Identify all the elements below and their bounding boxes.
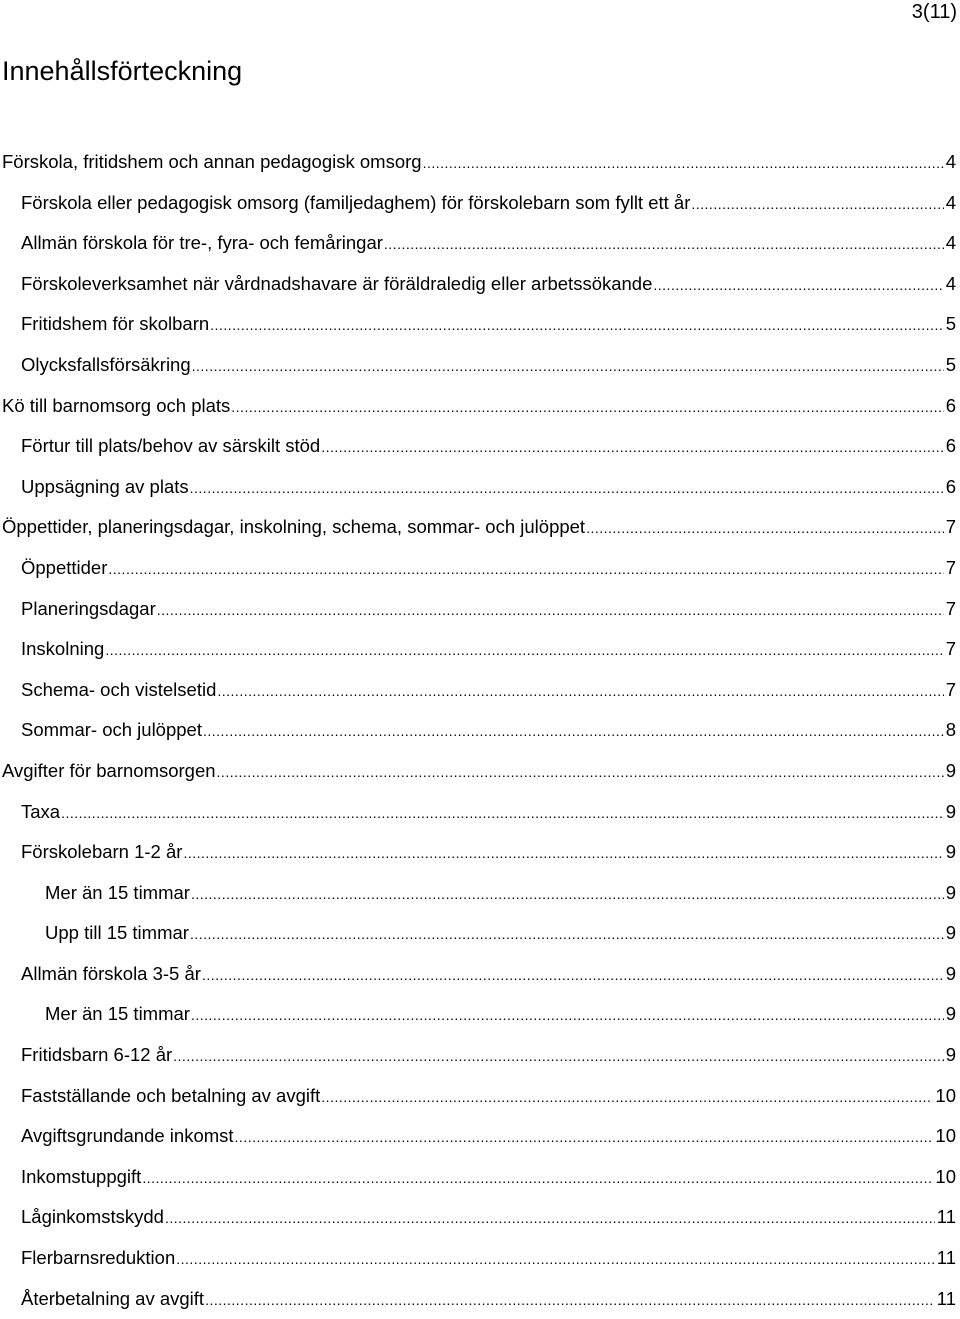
- toc-entry-title: Fritidsbarn 6-12 år: [21, 1044, 173, 1066]
- toc-entry-title: Förskola, fritidshem och annan pedagogisk omsorg: [2, 151, 422, 172]
- dot-leader: [176, 1239, 935, 1279]
- toc-entry[interactable]: [0, 873, 956, 914]
- toc-entry[interactable]: [0, 589, 956, 630]
- toc-entry-title: Öppettider: [21, 556, 108, 578]
- toc-entry[interactable]: [0, 1116, 956, 1157]
- toc-entry-title: Allmän förskola för tre-, fyra- och femåringar: [21, 232, 383, 254]
- toc-entry-page: 7: [945, 556, 956, 578]
- toc-entry-page: 10: [935, 1084, 956, 1106]
- toc-entry[interactable]: [0, 386, 956, 427]
- dot-leader: [105, 630, 943, 670]
- toc-entry-page: 9: [945, 962, 956, 984]
- toc-entry-page: 9: [945, 881, 956, 903]
- dot-leader: [384, 224, 944, 264]
- dot-leader: [321, 1077, 933, 1117]
- toc-entry-page: 8: [945, 719, 956, 741]
- toc-entry[interactable]: [0, 467, 956, 508]
- toc-entry-title: Sommar- och julöppet: [21, 719, 202, 741]
- toc-entry[interactable]: [0, 1035, 956, 1076]
- toc-entry-page: 6: [945, 435, 956, 457]
- toc-entry[interactable]: [0, 264, 956, 305]
- page-number: 3(11): [911, 1, 957, 23]
- toc-entry[interactable]: [0, 183, 956, 224]
- toc-entry-page: 4: [945, 272, 956, 294]
- toc-entry-title: Återbetalning av avgift: [21, 1287, 205, 1309]
- toc-entry-title: Fritidshem för skolbarn: [21, 313, 210, 335]
- toc-entry-title: Kö till barnomsorg och plats: [2, 394, 231, 416]
- toc-entry[interactable]: [0, 548, 956, 589]
- toc-entry-title: Avgiftsgrundande inkomst: [21, 1125, 234, 1147]
- toc-entry-title: Flerbarnsreduktion: [21, 1247, 176, 1269]
- toc-entry-page: 10: [935, 1165, 956, 1187]
- toc-entry[interactable]: [0, 670, 956, 711]
- toc-entry-title: Förskoleverksamhet när vårdnadshavare är föräldraledig eller arbetssökande: [21, 272, 653, 294]
- toc-entry-title: Mer än 15 timmar: [45, 1003, 190, 1025]
- dot-leader: [653, 265, 943, 305]
- toc-entry[interactable]: [0, 954, 956, 995]
- dot-leader: [190, 468, 944, 508]
- toc-entry-title: Inskolning: [21, 638, 105, 660]
- toc-entry-title: Mer än 15 timmar: [45, 881, 190, 903]
- toc-entry-page: 4: [945, 151, 956, 172]
- toc-entry-title: Upp till 15 timmar: [45, 922, 189, 944]
- dot-leader: [183, 833, 943, 873]
- dot-leader: [157, 590, 944, 630]
- toc-entry-title: Planeringsdagar: [21, 597, 156, 619]
- toc-entry[interactable]: [0, 345, 956, 386]
- toc-title: Innehållsförteckning: [2, 56, 243, 86]
- toc-entry-title: Öppettider, planeringsdagar, inskolning, schema, sommar- och julöppet: [2, 516, 586, 538]
- dot-leader: [235, 1117, 934, 1157]
- toc-entry-page: 7: [945, 597, 956, 619]
- dot-leader: [142, 1158, 933, 1198]
- dot-leader: [321, 427, 944, 467]
- dot-leader: [165, 1198, 935, 1238]
- toc-entry[interactable]: [0, 629, 956, 670]
- toc-entry[interactable]: [0, 1157, 956, 1198]
- dot-leader: [691, 184, 943, 224]
- toc-entry[interactable]: [0, 1197, 956, 1238]
- dot-leader: [210, 305, 944, 345]
- toc-entry-page: 11: [936, 1247, 956, 1269]
- table-of-contents: [0, 142, 956, 1319]
- toc-entry-page: 9: [945, 841, 956, 863]
- toc-entry[interactable]: [0, 1279, 956, 1319]
- toc-entry-page: 4: [945, 191, 956, 213]
- dot-leader: [108, 549, 943, 589]
- dot-leader: [586, 508, 944, 548]
- dot-leader: [190, 914, 944, 954]
- toc-entry[interactable]: [0, 710, 956, 751]
- dot-leader: [217, 752, 944, 792]
- toc-entry-page: 9: [945, 922, 956, 944]
- toc-entry-page: 7: [945, 638, 956, 660]
- dot-leader: [173, 1036, 944, 1076]
- toc-entry-page: 9: [945, 800, 956, 822]
- toc-entry-page: 10: [935, 1125, 956, 1147]
- toc-entry[interactable]: [0, 507, 956, 548]
- toc-entry-title: Olycksfallsförsäkring: [21, 353, 191, 375]
- toc-entry[interactable]: [0, 994, 956, 1035]
- toc-entry[interactable]: [0, 223, 956, 264]
- toc-entry-page: 9: [945, 1003, 956, 1025]
- dot-leader: [203, 711, 944, 751]
- dot-leader: [191, 874, 944, 914]
- toc-entry-page: 5: [945, 353, 956, 375]
- toc-entry-page: 7: [945, 516, 956, 538]
- toc-entry-title: Förtur till plats/behov av särskilt stöd: [21, 435, 321, 457]
- dot-leader: [423, 143, 944, 183]
- toc-entry[interactable]: [0, 142, 956, 183]
- toc-entry[interactable]: [0, 304, 956, 345]
- dot-leader: [61, 793, 944, 833]
- toc-entry-page: 7: [945, 678, 956, 700]
- dot-leader: [205, 1280, 935, 1319]
- toc-entry-title: Inkomstuppgift: [21, 1165, 142, 1187]
- toc-entry[interactable]: [0, 832, 956, 873]
- toc-entry[interactable]: [0, 913, 956, 954]
- toc-entry-title: Taxa: [21, 800, 61, 822]
- toc-entry-title: Låginkomstskydd: [21, 1206, 164, 1228]
- toc-entry-title: Förskolebarn 1-2 år: [21, 841, 183, 863]
- toc-entry-title: Fastställande och betalning av avgift: [21, 1084, 321, 1106]
- toc-entry-page: 9: [945, 1044, 956, 1066]
- toc-entry-title: Uppsägning av plats: [21, 475, 189, 497]
- toc-entry-page: 5: [945, 313, 956, 335]
- toc-entry-title: Schema- och vistelsetid: [21, 678, 217, 700]
- toc-entry-page: 9: [945, 759, 956, 781]
- toc-entry-title: Förskola eller pedagogisk omsorg (familjedaghem) för förskolebarn som fyllt ett år: [21, 191, 691, 213]
- toc-entry[interactable]: [0, 426, 956, 467]
- dot-leader: [202, 955, 944, 995]
- toc-entry-page: 11: [936, 1206, 956, 1228]
- toc-entry-title: Avgifter för barnomsorgen: [2, 759, 216, 781]
- toc-entry[interactable]: [0, 1076, 956, 1117]
- dot-leader: [231, 387, 943, 427]
- toc-entry[interactable]: [0, 751, 956, 792]
- toc-entry-title: Allmän förskola 3-5 år: [21, 962, 201, 984]
- toc-entry-page: 4: [945, 232, 956, 254]
- toc-entry[interactable]: [0, 792, 956, 833]
- toc-entry-page: 6: [945, 475, 956, 497]
- toc-entry-page: 6: [945, 394, 956, 416]
- dot-leader: [217, 671, 943, 711]
- toc-entry-page: 11: [936, 1287, 956, 1309]
- dot-leader: [192, 346, 944, 386]
- dot-leader: [191, 995, 944, 1035]
- toc-entry[interactable]: [0, 1238, 956, 1279]
